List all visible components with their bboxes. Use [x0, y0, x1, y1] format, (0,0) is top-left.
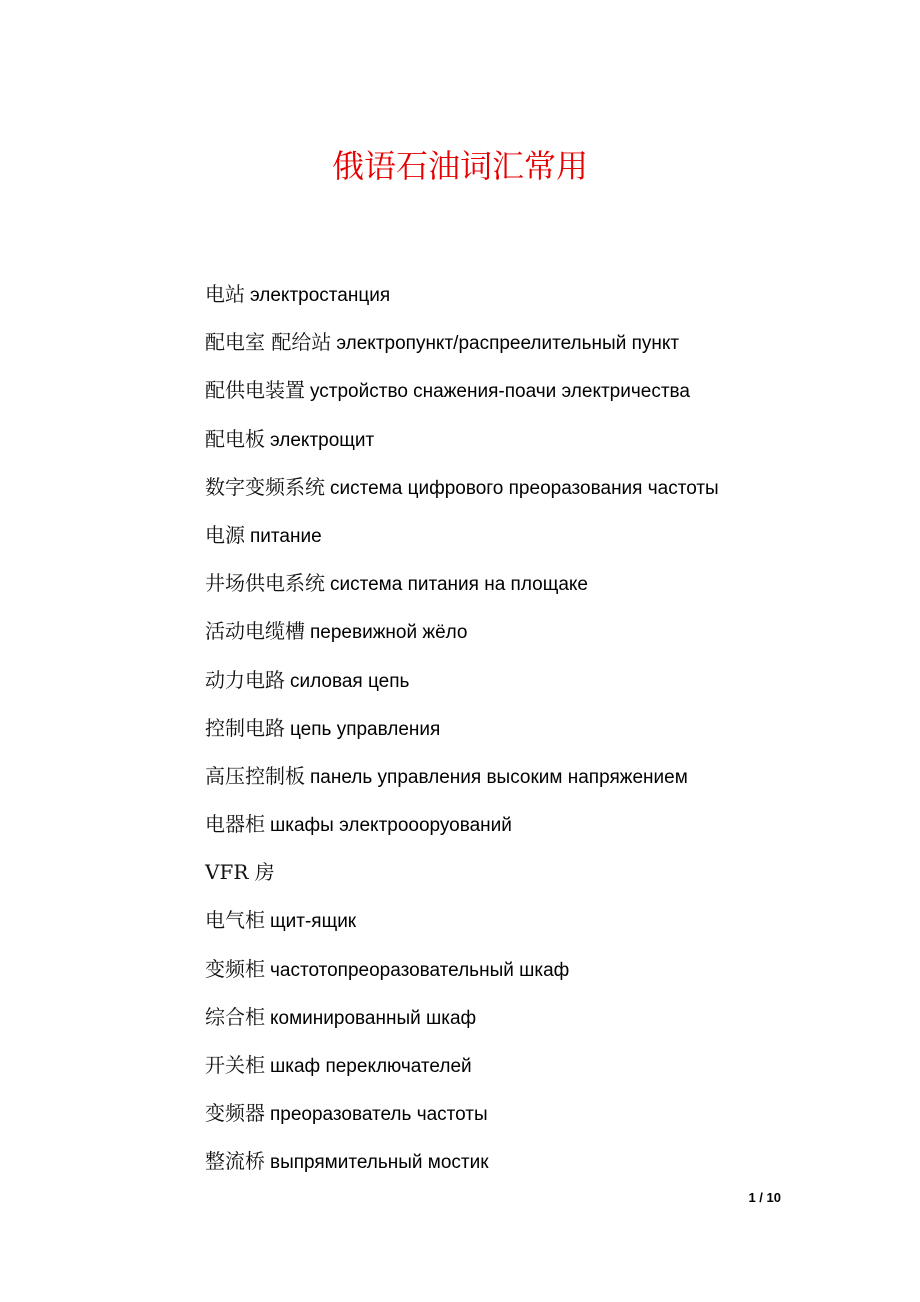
russian-term: коминированный шкаф — [270, 1007, 477, 1029]
chinese-term: 高压控制板 — [205, 763, 305, 788]
russian-term: частотопреоразовательный шкаф — [270, 959, 570, 981]
vocabulary-entry — [205, 425, 719, 473]
vocabulary-entry — [205, 328, 719, 376]
chinese-term: 变频器 — [205, 1101, 265, 1126]
vocabulary-entry — [205, 1147, 719, 1195]
vocabulary-entry — [205, 906, 719, 954]
vocabulary-entry — [205, 280, 719, 328]
chinese-term: 电源 — [205, 522, 245, 547]
russian-term: электропункт/распреелительный пункт — [336, 333, 680, 355]
russian-term: перевижной жёло — [310, 622, 468, 644]
chinese-term: VFR 房 — [205, 860, 275, 885]
russian-term: питание — [250, 525, 322, 547]
vocabulary-entry — [205, 569, 719, 617]
chinese-term: 电器柜 — [205, 812, 265, 837]
chinese-term: 电气柜 — [205, 908, 265, 933]
russian-term: устройство снажения-поачи электричества — [310, 381, 690, 403]
russian-term: выпрямительный мостик — [270, 1152, 489, 1174]
vocabulary-entry — [205, 521, 719, 569]
chinese-term: 电站 — [205, 282, 245, 306]
vocabulary-entry — [205, 955, 719, 1003]
russian-term: щит-ящик — [270, 911, 357, 933]
chinese-term: 控制电路 — [205, 715, 285, 740]
vocabulary-entry — [205, 1051, 719, 1099]
chinese-term: 配供电装置 — [205, 378, 305, 403]
chinese-term: 开关柜 — [205, 1053, 265, 1077]
russian-term: шкаф переключателей — [270, 1056, 472, 1077]
russian-term: система питания на площаке — [330, 574, 588, 596]
vocabulary-entry — [205, 617, 719, 665]
vocabulary-entry — [205, 810, 719, 858]
vocabulary-entry — [205, 1099, 719, 1147]
vocabulary-entry — [205, 376, 719, 424]
chinese-term: 变频柜 — [205, 956, 265, 981]
chinese-term: 综合柜 — [205, 1004, 265, 1029]
vocabulary-entry — [205, 1003, 719, 1051]
page-number: 1 / 10 — [748, 1190, 781, 1205]
vocabulary-list — [205, 280, 719, 1196]
russian-term: преоразователь частоты — [270, 1104, 488, 1126]
russian-term: электрощит — [270, 429, 375, 451]
vocabulary-entry — [205, 666, 719, 714]
document-title: 俄语石油词汇常用 — [331, 147, 588, 185]
vocabulary-entry — [205, 858, 719, 906]
vocabulary-entry — [205, 714, 719, 762]
russian-term: система цифрового преоразования частоты — [330, 477, 719, 499]
chinese-term: 井场供电系统 — [205, 571, 325, 596]
chinese-term: 动力电路 — [205, 667, 285, 692]
vocabulary-entry — [205, 762, 719, 810]
russian-term: шкафы электроооруований — [270, 815, 512, 837]
russian-term: силовая цепь — [290, 670, 410, 692]
vocabulary-entry — [205, 473, 719, 521]
russian-term: панель управления высоким напряжением — [310, 766, 688, 788]
chinese-term: 配电室 配给站 — [205, 330, 332, 355]
chinese-term: 配电板 — [205, 426, 265, 451]
russian-term: цепь управления — [290, 718, 441, 740]
russian-term: электростанция — [250, 285, 391, 306]
chinese-term: 活动电缆槽 — [205, 619, 305, 644]
chinese-term: 数字变频系统 — [205, 474, 325, 499]
chinese-term: 整流桥 — [205, 1149, 265, 1174]
